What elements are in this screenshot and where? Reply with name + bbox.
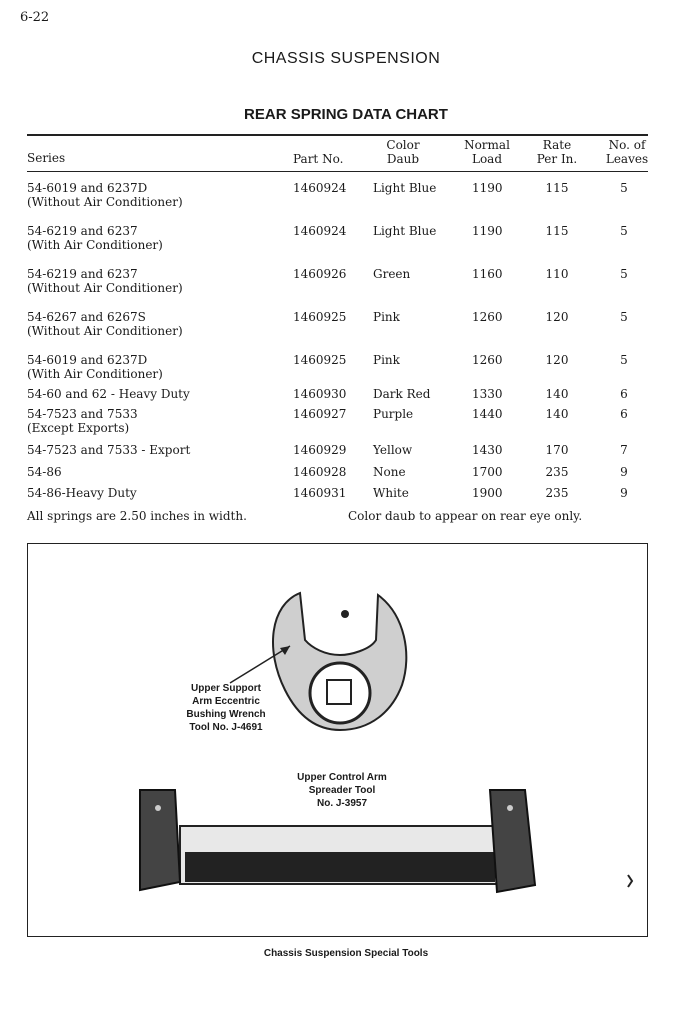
cell-normal-load: 1900 — [472, 486, 503, 500]
cell-series-note: (Without Air Conditioner) — [27, 195, 183, 209]
cell-series: 54-6267 and 6267S — [27, 310, 146, 324]
cell-part-no: 1460924 — [293, 181, 347, 195]
cell-color-daub: Green — [373, 267, 411, 281]
cell-series-note: (With Air Conditioner) — [27, 367, 163, 381]
margin-mark — [628, 875, 632, 887]
cell-part-no: 1460925 — [293, 353, 347, 367]
cell-rate: 235 — [545, 486, 569, 500]
cell-leaves: 5 — [620, 310, 628, 324]
header-leaves: No. of Leaves — [605, 138, 649, 166]
cell-series: 54-86-Heavy Duty — [27, 486, 137, 500]
cell-leaves: 5 — [620, 267, 628, 281]
cell-normal-load: 1260 — [472, 310, 503, 324]
chart-title: REAR SPRING DATA CHART — [244, 106, 448, 123]
wrench-icon — [273, 593, 406, 730]
cell-rate: 235 — [545, 465, 569, 479]
header-normal-load: Normal Load — [464, 138, 510, 166]
cell-rate: 115 — [545, 181, 569, 195]
cell-rate: 140 — [545, 387, 569, 401]
cell-series-note: (Without Air Conditioner) — [27, 324, 183, 338]
header-part-no: Part No. — [293, 152, 344, 166]
cell-series: 54-6219 and 6237 — [27, 267, 138, 281]
figure-caption: Chassis Suspension Special Tools — [263, 948, 429, 959]
cell-leaves: 5 — [620, 181, 628, 195]
spreader-label: Upper Control Arm Spreader Tool No. J-3957 — [297, 772, 387, 809]
cell-color-daub: White — [373, 486, 409, 500]
header-rate: Rate Per In. — [536, 138, 578, 166]
cell-part-no: 1460929 — [293, 443, 347, 457]
cell-rate: 110 — [545, 267, 569, 281]
cell-rate: 140 — [545, 407, 569, 421]
cell-series: 54-6019 and 6237D — [27, 181, 148, 195]
cell-part-no: 1460927 — [293, 407, 347, 421]
cell-rate: 120 — [545, 353, 569, 367]
cell-series: 54-86 — [27, 465, 62, 479]
cell-series: 54-7523 and 7533 — [27, 407, 138, 421]
cell-series-note: (Without Air Conditioner) — [27, 281, 183, 295]
note-width: All springs are 2.50 inches in width. — [27, 509, 247, 523]
cell-color-daub: Dark Red — [373, 387, 431, 401]
section-title: CHASSIS SUSPENSION — [251, 50, 441, 67]
cell-color-daub: Pink — [373, 310, 400, 324]
cell-part-no: 1460926 — [293, 267, 347, 281]
page-number: 6-22 — [20, 10, 50, 25]
cell-rate: 115 — [545, 224, 569, 238]
cell-color-daub: Light Blue — [373, 224, 437, 238]
cell-part-no: 1460931 — [293, 486, 347, 500]
cell-normal-load: 1330 — [472, 387, 503, 401]
cell-leaves: 5 — [620, 224, 628, 238]
cell-leaves: 9 — [620, 486, 628, 500]
cell-normal-load: 1260 — [472, 353, 503, 367]
cell-leaves: 6 — [620, 387, 628, 401]
cell-leaves: 7 — [620, 443, 628, 457]
cell-part-no: 1460924 — [293, 224, 347, 238]
cell-series: 54-7523 and 7533 - Export — [27, 443, 191, 457]
cell-normal-load: 1700 — [472, 465, 503, 479]
cell-rate: 170 — [545, 443, 569, 457]
cell-leaves: 6 — [620, 407, 628, 421]
cell-leaves: 9 — [620, 465, 628, 479]
cell-rate: 120 — [545, 310, 569, 324]
cell-normal-load: 1440 — [472, 407, 503, 421]
cell-color-daub: Light Blue — [373, 181, 437, 195]
cell-normal-load: 1190 — [472, 181, 503, 195]
cell-color-daub: Yellow — [373, 443, 413, 457]
cell-normal-load: 1190 — [472, 224, 503, 238]
cell-normal-load: 1430 — [472, 443, 503, 457]
cell-part-no: 1460930 — [293, 387, 347, 401]
wrench-label: Upper Support Arm Eccentric Bushing Wrench Tool No. J-4691 — [186, 683, 266, 733]
cell-color-daub: Purple — [373, 407, 414, 421]
cell-leaves: 5 — [620, 353, 628, 367]
note-daub: Color daub to appear on rear eye only. — [348, 509, 583, 523]
header-color-daub: Color Daub — [386, 138, 420, 166]
cell-part-no: 1460928 — [293, 465, 347, 479]
cell-series-note: (With Air Conditioner) — [27, 238, 163, 252]
cell-color-daub: None — [373, 465, 406, 479]
cell-series-note: (Except Exports) — [27, 421, 130, 435]
cell-part-no: 1460925 — [293, 310, 347, 324]
header-series: Series — [27, 151, 66, 165]
cell-normal-load: 1160 — [472, 267, 503, 281]
cell-series: 54-6219 and 6237 — [27, 224, 138, 238]
cell-color-daub: Pink — [373, 353, 400, 367]
cell-series: 54-6019 and 6237D — [27, 353, 148, 367]
cell-series: 54-60 and 62 - Heavy Duty — [27, 387, 190, 401]
